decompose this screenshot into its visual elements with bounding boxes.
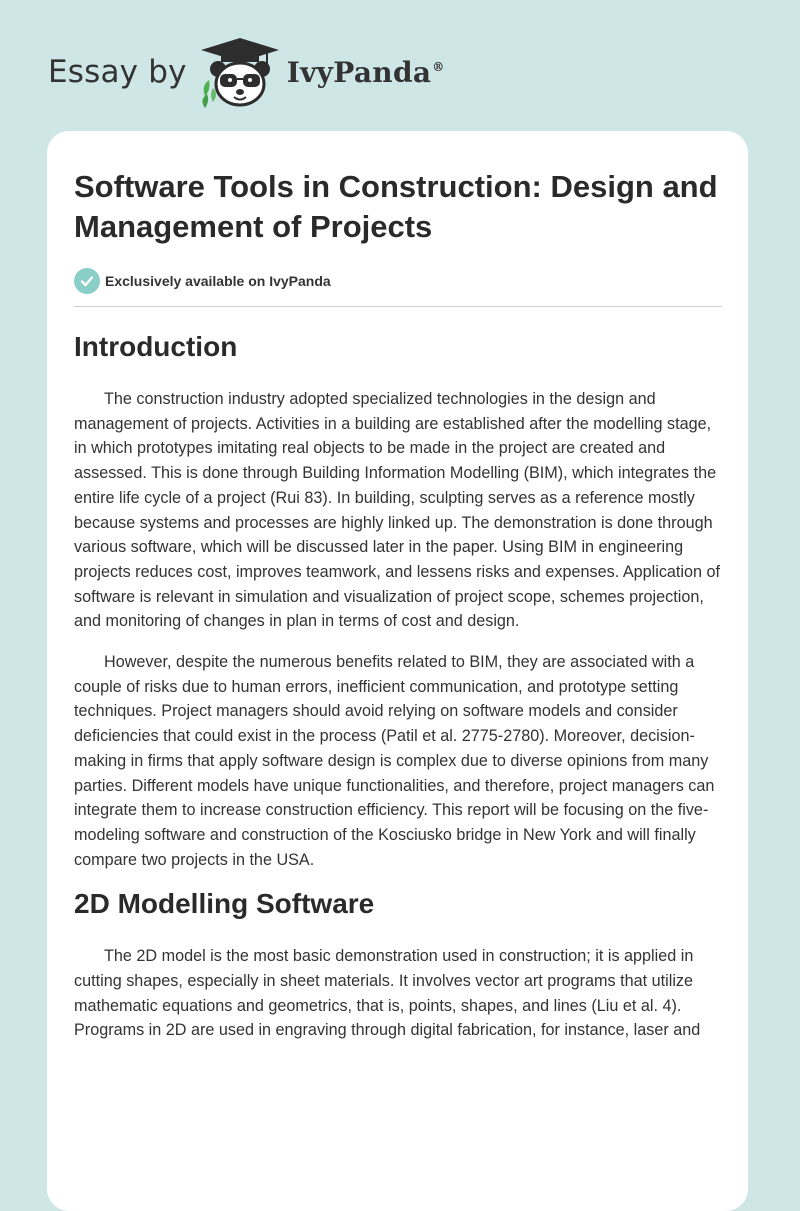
article-card (47, 131, 748, 1211)
check-icon (74, 268, 100, 294)
exclusive-label: Exclusively available on IvyPanda (105, 273, 331, 289)
section-heading-introduction: Introduction (74, 331, 238, 362)
paragraph: The construction industry adopted specialized technologies in the design and management of projects. Activities in a building are established after the modelling stage, in which prototypes imitating real objects to be made in the project are created and assessed. This is done through Building Information Modelling (BIM), which integrates the entire life cycle of a project (Rui 83). In building, sculpting serves as a reference mostly because systems and processes are highly linked up. The demonstration is done through various software, which will be discussed later in the paper. Using BIM in engineering projects reduces cost, improves teamwork, and lessens risks and expenses. Application of software is relevant in simulation and visualization of project scope, schemes projection, and monitoring of changes in plan in terms of cost and design. (74, 390, 721, 631)
divider (74, 306, 722, 307)
brand-prefix: Essay by (48, 54, 187, 90)
panda-logo-icon (197, 36, 283, 108)
paragraph: However, despite the numerous benefits related to BIM, they are associated with a couple of risks due to human errors, inefficient communication, and prototype setting techniques. Project managers should avoid relying on software models and consider deficiencies that could exist in the process (Patil et al. 2775-2780). Moreover, decision-making in firms that apply software design is complex due to diverse opinions from many parties. Different models have unique functionalities, and therefore, project managers can integrate them to increase construction efficiency. This report will be focusing on the five-modeling software and construction of the Kosciusko bridge in New York and will finally compare two projects in the USA. (74, 653, 715, 869)
registered-mark: ® (432, 60, 445, 75)
article-title: Software Tools in Construction: Design and Management of Projects (74, 169, 718, 244)
exclusive-badge (74, 268, 722, 294)
paragraph: The 2D model is the most basic demonstration used in construction; it is applied in cutting shapes, especially in sheet materials. It involves vector art programs that utilize mathematic equations and geometrics, that is, points, shapes, and lines (Liu et al. 4). Programs in 2D are used in engraving through digital fabrication, for instance, laser and (74, 947, 701, 1040)
section-heading-2d-modelling: 2D Modelling Software (74, 888, 375, 920)
brand-header[interactable] (48, 36, 445, 108)
brand-name: IvyPanda® (286, 55, 445, 89)
